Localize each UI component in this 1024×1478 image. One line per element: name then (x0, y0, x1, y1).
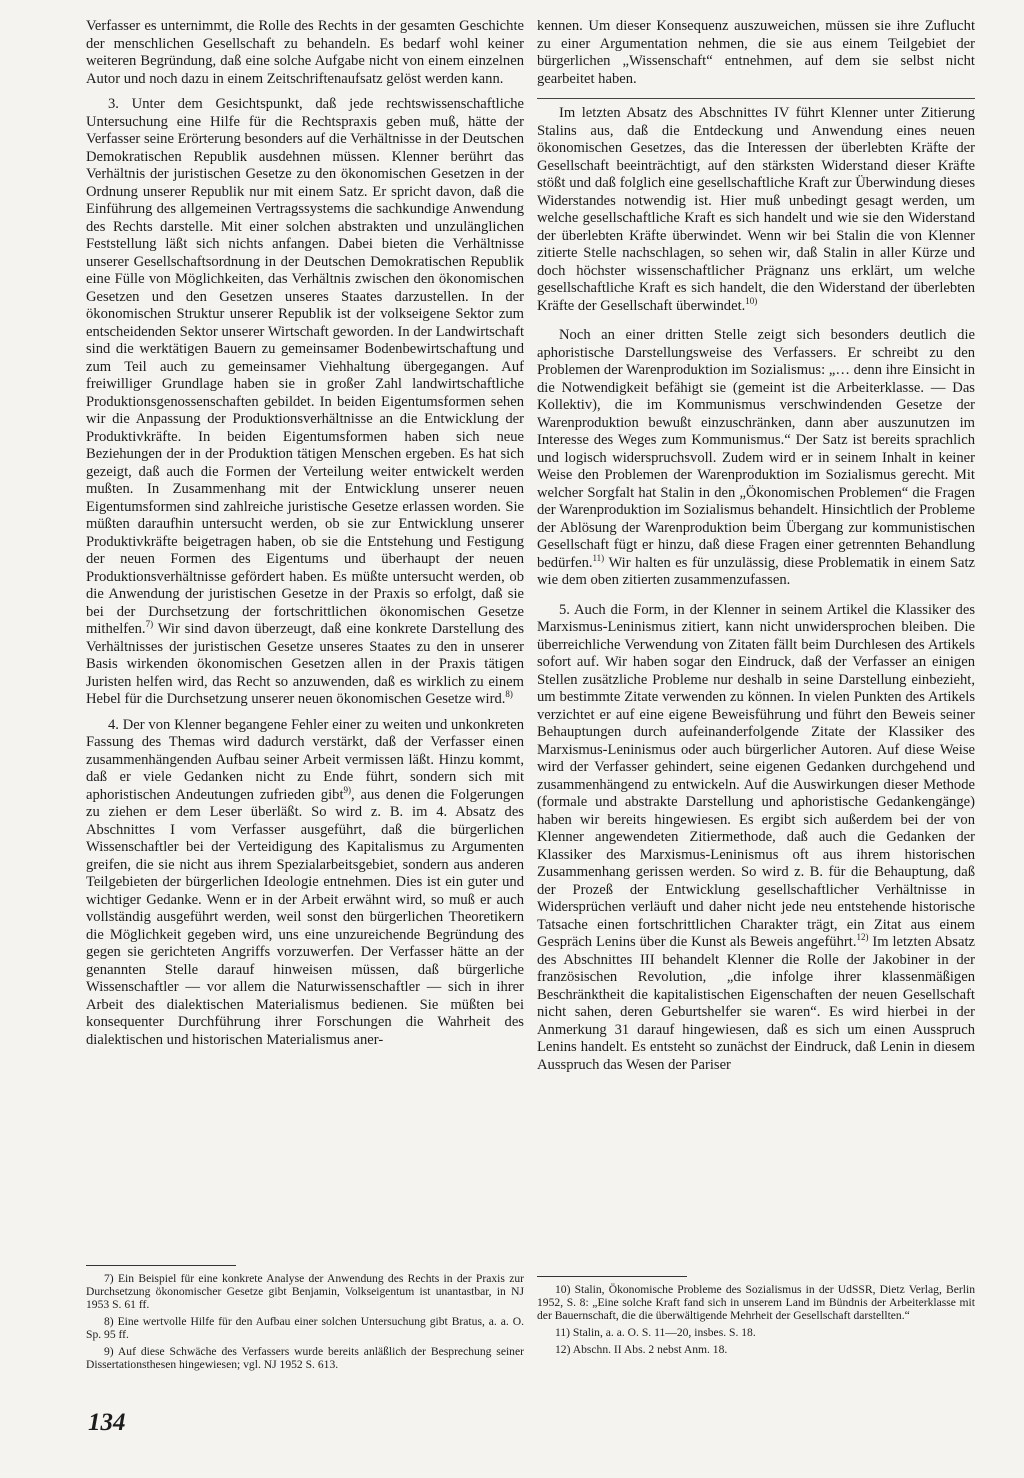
footnotes-left (86, 1265, 524, 1375)
footnote: 9) Auf diese Schwäche des Verfassers wurde bereits anläßlich der Besprechung seiner Dissertationsthesen hingewiesen; vgl. NJ 1952 S. 613. (86, 1345, 524, 1371)
paragraph: Verfasser es unternimmt, die Rolle des Rechts in der gesamten Geschichte der menschlichen Gesellschaft zu behandeln. Es bedarf wohl keiner weiteren Begründung, daß eine solche Aufgabe nicht von einem einzelnen Autor und noch dazu in einem Zeitschriftenaufsatz gelöst werden kann. (86, 18, 524, 87)
footnote: 11) Stalin, a. a. O. S. 11—20, insbes. S. 18. (555, 1326, 756, 1339)
paragraph-text: Wir sind davon überzeugt, daß eine konkrete Darstellung des Verhältnisses der juristischen Gesetze unseres Staates zu den in unserer Basis wirkenden ökonomischen Gesetzen allen in der Praxis tätigen Juristen helfen wird, das Recht so anzuwenden, daß es wirklich zu einem Hebel für die Durchsetzung unserer neuen ökonomischen Gesetze wird. (86, 621, 524, 707)
footnote-ref: 12) (856, 932, 869, 943)
footnote-ref: 11) (592, 552, 605, 563)
paragraph-text: 5. Auch die Form, in der Klenner in seinem Artikel die Klassiker des Marxismus-Leninismus zitiert, kann nicht unwidersprochen bleiben. Die überreichliche Verwendung von Zitaten fällt beim Durchlesen des Artikels sofort auf. Wir haben sogar den Eindruck, daß der Verfasser an einigen Stellen zusätzliche Probleme nur deshalb in seine Darstellung einbezieht, um bestimmte Zitate verwenden zu können. In vielen Punkten des Artikels verzichtet er auf eine eigene Beweisführung und führt den Beweis seiner Behauptungen durch aufeinanderfolgende Zitate der Klassiker des Marxismus-Leninismus oder auch bürgerlicher Autoren. Auf diese Weise wird der Verfasser gehindert, seine eigenen Gedanken durchgehend und zusammenhängend zu entwickeln. Auf die Auswirkungen dieser Methode (formale und abstrakte Darstellung und aphoristische Gedankengänge) haben wir bereits hingewiesen. Es ergibt sich außerdem bei der von Klenner angewendeten Zitiermethode, daß auch die Gedanken der Klassiker des Marxismus-Leninismus oft aus ihrem historischen Zusammenhang gerissen werden. So wird z. B. für die Behauptung, daß der Prozeß der Entwicklung gesellschaftlicher Verhältnisse in Widersprüchen verläuft und daher nicht jede neu entstehende historische Tatsache einen fortschrittlichen Charakter trägt, ein Zitat aus einem Gespräch Lenins über die Kunst als Beweis angeführt. (537, 601, 975, 950)
boxed-section (537, 98, 975, 315)
paragraph-text: 3. Unter dem Gesichtspunkt, daß jede rechtswissenschaftliche Untersuchung eine Hilfe für die Rechtspraxis geben muß, hätte der Verfasser seine Erörterung besonders auf die Verhältnisse in der Deutschen Demokratischen Republik ausdehnen müssen. Klenner berührt das Verhältnis der juristischen Gesetze zu den ökonomischen Gesetzen in der Ordnung unserer Republik nur mit einem Satz. Er spricht davon, daß die Einführung des allgemeinen Vertragssystems die sachkundige Anwendung des Rechts darstelle. Mit einer solchen abstrakten und unzulänglichen Feststellung läßt sich nichts anfangen. Dabei bieten die Verhältnisse unserer Gesellschaftsordnung in der Deutschen Demokratischen Republik eine Fülle von Möglichkeiten, das Verhältnis zwischen den ökonomischen Gesetzen und den Gesetzen unseres Staates darzustellen. In der ökonomischen Struktur unserer Republik ist der volkseigene Sektor zum entscheidenden Sektor unserer Wirtschaft geworden. In der Landwirtschaft sind die werktätigen Bauern zu gemeinsamer Bodenbewirtschaftung und zum Teil auch zu gemeinsamer Viehhaltung übergegangen. Auf freiwilliger Grundlage haben sie in großer Zahl landwirtschaftliche Produktionsgenossenschaften gebildet. In beiden Eigentumsformen sehen wir die Anpassung der Produktionsverhältnisse an die Entwicklung der Produktivkräfte. In beiden Eigentumsformen haben sich neue Beziehungen der in der Produktion tätigen Menschen ergeben. Es hat sich gezeigt, daß auch die Formen der Verteilung weiter entwickelt werden mußten. In Zusammenhang mit der Entwicklung unserer neuen Eigentumsformen sind zahlreiche juristische Gesetze erlassen worden. Sie müßten daraufhin untersucht werden, ob sie zur Entwicklung unserer Produktivkräfte beigetragen haben, ob sie die Entstehung und Festigung der neuen Formen des Eigentums und überhaupt der neuen Produktionsverhältnisse gefördert haben. Es müßte untersucht werden, ob die Anwendung der juristischen Gesetze in der Praxis so erfolgt, daß sie bei der Durchsetzung der fortschrittlichen ökonomischen Gesetze mithelfen. (86, 96, 524, 637)
paragraph (537, 327, 975, 590)
right-column (537, 18, 975, 1074)
footnote: 10) Stalin, Ökonomische Probleme des Sozialismus in der UdSSR, Dietz Verlag, Berlin 1952, S. 8: „Eine solche Kraft fand sich in unserem Land im Bündnis der Arbeiterklasse mit der Bauernschaft, die die überwältigende Mehrheit der Gesellschaft darstellten.“ (537, 1283, 975, 1322)
paragraph: kennen. Um dieser Konsequenz auszuweichen, müssen sie ihre Zuflucht zu einer Argumentation nehmen, die sie aus einem Teilgebiet der bürgerlichen „Wissenschaft“ entnehmen, auf dem sie selbst nicht gearbeitet haben. (537, 18, 975, 87)
left-column (86, 18, 524, 1049)
paragraph (537, 105, 975, 315)
page-number: 134 (88, 1409, 126, 1436)
paragraph-text: Im letzten Absatz des Abschnittes III behandelt Klenner die Rolle der Jakobiner in der französischen Revolution, „die infolge ihrer klassenmäßigen Beschränktheit die kapitalistischen Eigenschaften der neuen Gesellschaft nicht sahen, deren Geburtshelfer sie waren“. Es wird hierbei in der Anmerkung 31 darauf hingewiesen, daß es sich um einen Ausspruch Lenins handelt. Es entsteht so zunächst der Eindruck, daß Lenin in diesem Ausspruch das Wesen der Pariser (537, 934, 975, 1073)
paragraph-section-4 (86, 717, 524, 1050)
paragraph-section-3 (86, 96, 524, 709)
paragraph-text: Wir halten es für unzulässig, diese Problematik in einem Satz wie dem oben zitierten zusammenzufassen. (537, 554, 975, 588)
footnote-ref: 10) (745, 295, 758, 306)
footnote: 7) Ein Beispiel für eine konkrete Analyse der Anwendung des Rechts in der Praxis zur Durchsetzung ökonomischer Gesetze gibt Benjamin, Volkseigentum ist unantastbar, in NJ 1953 S. 61 ff. (86, 1272, 524, 1311)
footnote-ref: 8) (505, 689, 513, 700)
footnote-ref: 7) (145, 619, 154, 630)
footnote: 8) Eine wertvolle Hilfe für den Aufbau einer solchen Untersuchung gibt Bratus, a. a. O. Sp. 95 ff. (86, 1315, 524, 1341)
paragraph-text: Im letzten Absatz des Abschnittes IV führt Klenner unter Zitierung Stalins aus, daß die Entdeckung und Anwendung eines neuen ökonomischen Gesetzes, das die Interessen der überlebten Kräfte der Gesellschaft beeinträchtigt, auf den stärksten Widerstand dieser Kräfte stößt und daß folglich eine gesellschaftliche Kraft zur Überwindung dieses Widerstandes notwendig ist. Hier muß unbedingt gesagt werden, um welche gesellschaftliche Kraft es sich handelt und wie sie den Widerstand der überlebten Kräfte überwindet. Wenn wir bei Stalin die von Klenner zitierte Stelle nachschlagen, so sehen wir, daß Stalin in aller Kürze und doch höchster wissenschaftlicher Prägnanz uns erklärt, um welche gesellschaftliche Kraft es sich handelt, die den Widerstand der überlebten Kräfte der Gesellschaft überwindet. (537, 105, 975, 314)
paragraph-text: Noch an einer dritten Stelle zeigt sich besonders deutlich die aphoristische Darstellungsweise des Verfassers. Er schreibt zu den Problemen der Warenproduktion im Sozialismus: „… denn ihre Einsicht in die Notwendigkeit befähigt sie (gemeint ist die Arbeiterklasse. — Das Kollektiv), die im Kommunismus verschwindenden Gesetze der Warenproduktion bewußt einzuschränken, dann aber auszunutzen im Interesse des Weges zum Kommunismus.“ Der Satz ist bereits sprachlich und logisch widerspruchsvoll. Zudem wird er in seinem Inhalt in keiner Weise den Problemen der Warenproduktion im Sozialismus gerecht. Mit welcher Sorgfalt hat Stalin in den „Ökonomischen Problemen“ die Fragen der Warenproduktion im Sozialismus behandelt. Hinsichtlich der Probleme der Ablösung der Warenproduktion beim Übergang zur kommunistischen Gesellschaft fügt er hinzu, daß diese Fragen einer getrennten Behandlung bedürfen. (537, 327, 975, 571)
paragraph-text: 4. Der von Klenner begangene Fehler einer zu weiten und unkonkreten Fassung des Themas wird dadurch verstärkt, daß der Verfasser einen zusammenhängenden Aufbau seiner Arbeit vermissen läßt. Hinzu kommt, daß er viele Gedanken nicht zu Ende führt, sondern sich mit aphoristischen Andeutungen zufrieden gibt (86, 716, 524, 803)
footnote-ref: 9) (343, 784, 352, 795)
paragraph-section-5 (537, 602, 975, 1075)
footnote-divider (537, 1276, 687, 1277)
footnote-divider (86, 1265, 236, 1266)
footnotes-right (537, 1276, 975, 1360)
footnote: 12) Abschn. II Abs. 2 nebst Anm. 18. (555, 1343, 728, 1356)
paragraph-text: , aus denen die Folgerungen zu ziehen er dem Leser überläßt. So wird z. B. im 4. Absatz des Abschnittes I vom Verfasser ausgeführt, daß die bürgerlichen Wissenschaftler bei der Verteidigung des Kapitalismus zu Argumenten greifen, die sie nicht aus ihrem Spezialarbeitsgebiet, sondern aus anderen Teilgebieten der bürgerlichen Ideologie entnehmen. Dies ist ein guter und wichtiger Gedanke. Wenn er in der Arbeit erwähnt wird, so muß er auch vollständig ausgeführt werden, weil sonst den bürgerlichen Theoretikern die Möglichkeit gegeben wird, uns eine unzureichende Begründung des gegen sie gerichteten Angriffs vorzuwerfen. Der Verfasser hätte an der genannten Stelle darauf hinweisen müssen, daß bürgerliche Wissenschaftler — vor allem die Naturwissenschaftler — sich in ihrer Arbeit des dialektischen Materialismus bedienen. Sie müßten bei konsequenter Durchführung ihrer Forschungen die Wahrheit des dialektischen und historischen Materialismus aner- (86, 786, 525, 1048)
